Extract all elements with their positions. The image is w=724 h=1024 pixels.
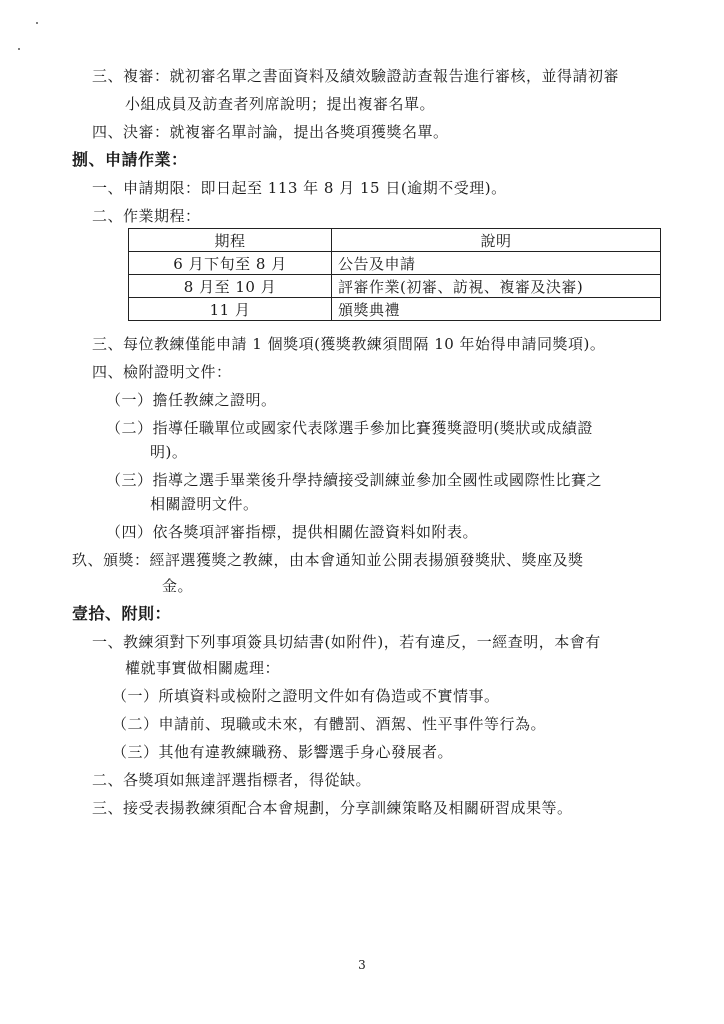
page-number: 3 bbox=[358, 958, 366, 972]
section-review-cont: 小組成員及訪查者列席說明；提出複審名單。 bbox=[125, 95, 436, 113]
affidavit-rule: 一、教練須對下列事項簽具切結書(如附件)，若有違反，一經查明，本會有 bbox=[92, 633, 601, 651]
table-row bbox=[129, 298, 661, 321]
table-cell: 8 月至 10 月 bbox=[129, 275, 332, 298]
table-cell: 11 月 bbox=[129, 298, 332, 321]
table-row bbox=[129, 252, 661, 275]
one-award-rule: 三、每位教練僅能申請 1 個獎項(獲獎教練須間隔 10 年始得申請同獎項)。 bbox=[92, 335, 606, 353]
schedule-label: 二、作業期程： bbox=[92, 207, 201, 225]
scan-speck bbox=[36, 22, 38, 24]
table-header: 期程 bbox=[129, 229, 332, 252]
table-header: 說明 bbox=[332, 229, 661, 252]
award-ceremony: 玖、頒獎：經評選獲獎之教練，由本會通知並公開表揚頒發獎狀、獎座及獎 bbox=[72, 551, 584, 569]
section-final: 四、決審：就複審名單討論，提出各獎項獲獎名單。 bbox=[92, 123, 449, 141]
affidavit-item: （三）其他有違教練職務、影響選手身心發展者。 bbox=[112, 743, 454, 761]
vacancy-rule: 二、各獎項如無達評選指標者，得從缺。 bbox=[92, 771, 372, 789]
document-item-cont: 明)。 bbox=[150, 443, 188, 461]
document-item: （一）擔任教練之證明。 bbox=[106, 391, 277, 409]
document-item: （二）指導任職單位或國家代表隊選手參加比賽獲獎證明(獎狀或成績證 bbox=[106, 419, 593, 437]
table-cell: 評審作業(初審、訪視、複審及決審) bbox=[332, 275, 661, 298]
award-ceremony-cont: 金。 bbox=[162, 577, 194, 595]
part8-heading: 捌、申請作業： bbox=[72, 150, 188, 169]
part10-heading: 壹拾、附則： bbox=[72, 604, 172, 623]
affidavit-item: （二）申請前、現職或未來，有體罰、酒駕、性平事件等行為。 bbox=[112, 715, 547, 733]
schedule-table bbox=[128, 228, 661, 321]
affidavit-rule-cont: 權就事實做相關處理： bbox=[125, 659, 281, 677]
table-row bbox=[129, 275, 661, 298]
document-item: （三）指導之選手畢業後升學持續接受訓練並參加全國性或國際性比賽之 bbox=[106, 471, 603, 489]
sharing-rule: 三、接受表揚教練須配合本會規劃，分享訓練策略及相關研習成果等。 bbox=[92, 799, 573, 817]
document-item-cont: 相關證明文件。 bbox=[150, 495, 259, 513]
application-deadline: 一、申請期限：即日起至 113 年 8 月 15 日(逾期不受理)。 bbox=[92, 179, 507, 197]
documents-label: 四、檢附證明文件： bbox=[92, 363, 232, 381]
table-cell: 6 月下旬至 8 月 bbox=[129, 252, 332, 275]
affidavit-item: （一）所填資料或檢附之證明文件如有偽造或不實情事。 bbox=[112, 687, 500, 705]
table-cell: 公告及申請 bbox=[332, 252, 661, 275]
table-header-row bbox=[129, 229, 661, 252]
section-review: 三、複審：就初審名單之書面資料及績效驗證訪查報告進行審核，並得請初審 bbox=[92, 67, 620, 85]
table-cell: 頒獎典禮 bbox=[332, 298, 661, 321]
scan-speck bbox=[18, 48, 20, 50]
document-item: （四）依各獎項評審指標，提供相關佐證資料如附表。 bbox=[106, 523, 479, 541]
